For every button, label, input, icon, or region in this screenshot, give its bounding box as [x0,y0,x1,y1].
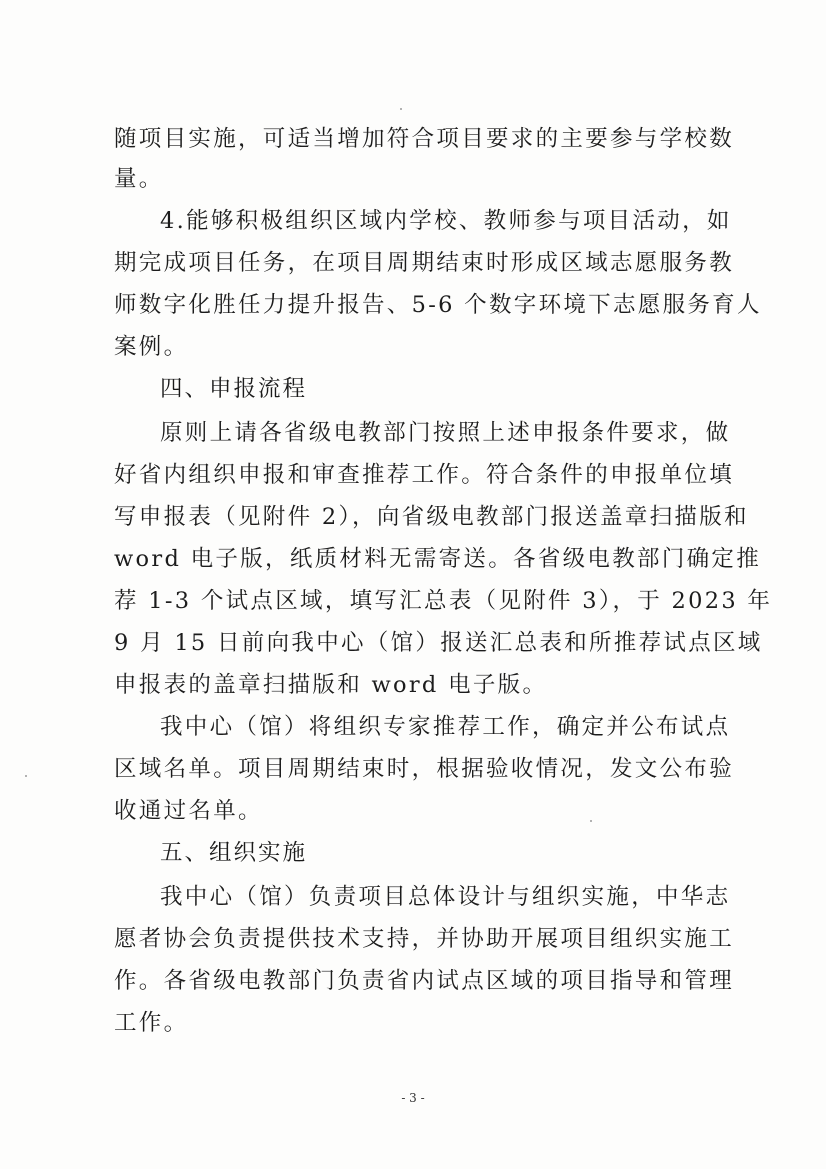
page-number: - 3 - [401,1091,425,1105]
paragraph-line: 好省内组织申报和审查推荐工作。符合条件的申报单位填 [114,462,735,488]
paragraph-line: 工作。 [114,1010,189,1036]
section-heading: 五、组织实施 [160,840,308,866]
paragraph-line: 申报表的盖章扫描版和 word 电子版。 [114,672,548,698]
paragraph-line: 9 月 15 日前向我中心（馆）报送汇总表和所推荐试点区域 [114,630,763,656]
paragraph-line: 我中心（馆）负责项目总体设计与组织实施，中华志 [160,884,731,910]
paragraph-line: 量。 [114,166,164,192]
paragraph-line: 愿者协会负责提供技术支持，并协助开展项目组织实施工 [114,926,735,952]
section-heading: 四、申报流程 [160,376,308,402]
paragraph-line: 荐 1-3 个试点区域，填写汇总表（见附件 3），于 2023 年 [114,588,773,614]
paragraph-line: 随项目实施，可适当增加符合项目要求的主要参与学校数 [114,126,735,152]
paragraph-line: word 电子版，纸质材料无需寄送。各省级电教部门确定推 [114,546,762,572]
paragraph-line: 我中心（馆）将组织专家推荐工作，确定并公布试点 [160,714,731,740]
paragraph-line: 师数字化胜任力提升报告、5-6 个数字环境下志愿服务育人 [114,292,762,318]
paragraph-line: 写申报表（见附件 2），向省级电教部门报送盖章扫描版和 [114,504,749,530]
paragraph-line: 案例。 [114,334,189,360]
paragraph-line: 区域名单。项目周期结束时，根据验收情况，发文公布验 [114,756,735,782]
scan-speck [25,775,27,777]
paragraph-line: 4.能够积极组织区域内学校、教师参与项目活动，如 [160,208,732,234]
scan-speck [400,108,402,110]
paragraph-line: 原则上请各省级电教部门按照上述申报条件要求，做 [160,420,731,446]
paragraph-line: 期完成项目任务，在项目周期结束时形成区域志愿服务教 [114,250,735,276]
paragraph-line: 收通过名单。 [114,798,263,824]
paragraph-line: 作。各省级电教部门负责省内试点区域的项目指导和管理 [114,968,735,994]
